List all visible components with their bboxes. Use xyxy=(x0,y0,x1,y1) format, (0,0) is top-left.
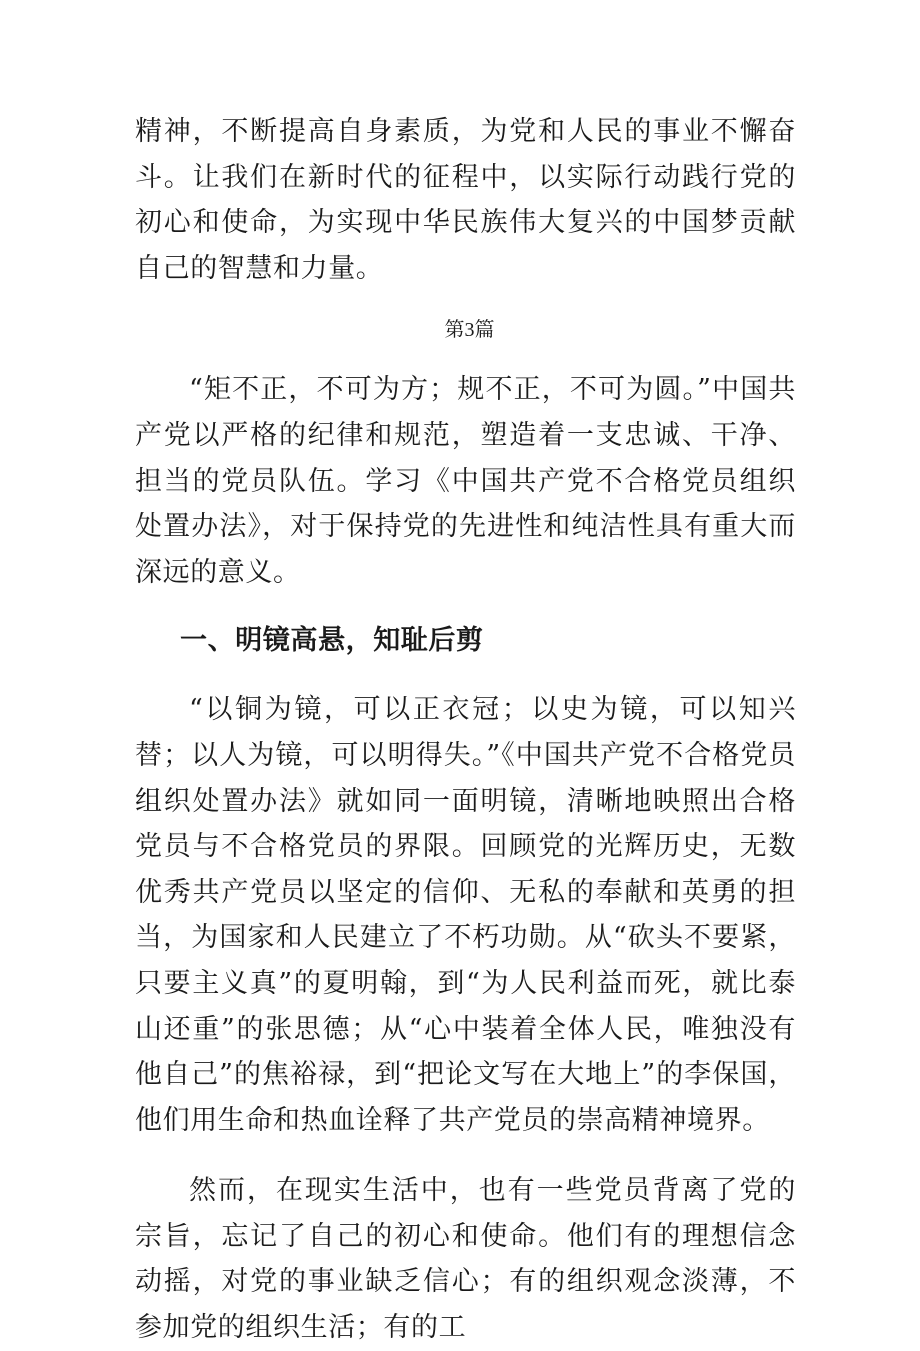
section-heading: 一、明镜高悬，知耻后剪 xyxy=(180,625,484,657)
chapter-title: 第3篇 xyxy=(444,319,495,342)
paragraph-intro: “矩不正，不可为方；规不正，不可为圆。”中国共产党以严格的纪律和规范，塑造着一支忠诚、干净、担当的党员队伍。学习《中国共产党不合格党员组织处置办法》，对于保持党的先进性和纯洁性具有重大而深远的意义。 xyxy=(135,374,796,588)
paragraph-body: “以铜为镜，可以正衣冠；以史为镜，可以知兴替；以人为镜，可以明得失。”《中国共产党不合格党员组织处置办法》就如同一面明镜，清晰地映照出合格党员与不合格党员的界限。回顾党的光辉历史，无数优秀共产党员以坚定的信仰、无私的奉献和英勇的担当，为国家和人民建立了不朽功勋。从“砍头不要紧，只要主义真”的夏明翰，到“为人民利益而死，就比泰山还重”的张思德；从“心中装着全体人民，唯独没有他自己”的焦裕禄，到“把论文写在大地上”的李保国，他们用生命和热血诠释了共产党员的崇高精神境界。 xyxy=(135,694,796,1136)
paragraph-body-continued: 然而，在现实生活中，也有一些党员背离了党的宗旨，忘记了自己的初心和使命。他们有的理想信念动摇，对党的事业缺乏信心；有的组织观念淡薄，不参加党的组织生活；有的工 xyxy=(135,1175,796,1344)
paragraph-continuation: 精神，不断提高自身素质，为党和人民的事业不懈奋斗。让我们在新时代的征程中，以实际行动践行党的初心和使命，为实现中华民族伟大复兴的中国梦贡献自己的智慧和力量。 xyxy=(135,116,796,284)
